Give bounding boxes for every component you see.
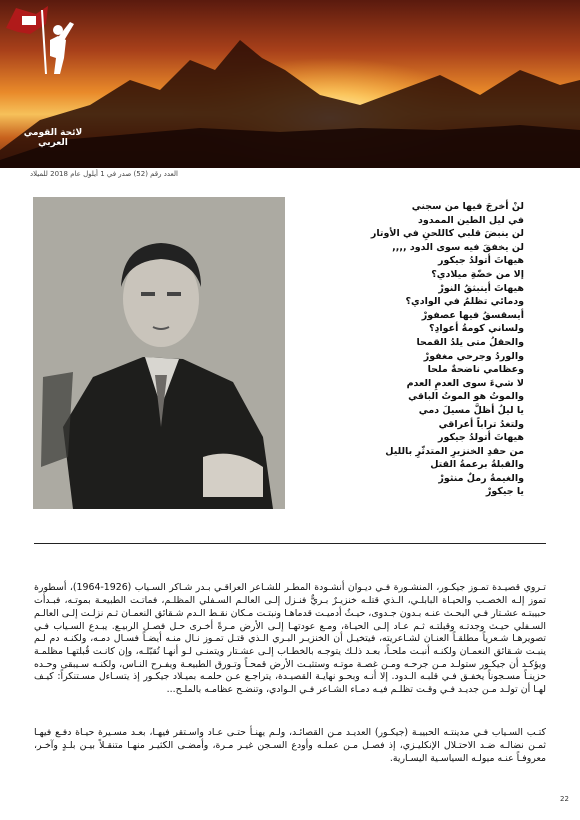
poem-line: هيهاتَ أتولدُ جيكور — [438, 255, 524, 267]
poem — [284, 200, 524, 499]
poet-photo — [33, 197, 285, 509]
poem-line: والموتُ هو الموتُ الباقي — [408, 391, 524, 403]
page-number: 22 — [560, 795, 569, 803]
poem-line: لن ينبضَ قلبي كاللحنِ في الأوتار — [370, 228, 524, 240]
body-paragraph: كتـب السـياب فـي مدينتـه الحبيبـة (جيكـور) العديـد مـن القصائـد، ولـم يهنـأ حتـى عـاد واسـتقر فيهـا، بعـد مسـيرة حيـاة دفـع فيهـا ثمـن نضالـه ضـد الاحتـلال الإنكليـزي، إذ فصـل مـن عملـه وأودع السـجن غيـر مـرة، وأمضـى الكثيـر منهـا متنقـلاً بيـن بلـدٍ وآخـر، معروفـاً عنـه ميولـه السياسـية اليسـارية. — [34, 727, 546, 764]
divider — [34, 543, 546, 544]
poem-line: هيهاتَ أينبثقُ النورْ — [438, 282, 524, 294]
poem-line: إلا من خضّةِ ميلادي؟ — [431, 268, 524, 280]
poem-line: والوردُ وجرحي مغفورْ — [423, 350, 524, 362]
logo-text: لائحة القومي العربي — [23, 128, 83, 148]
poem-line: وعظامي ناضحةٌ ملحا — [427, 364, 524, 376]
poem-line: يا جيكورْ — [485, 486, 524, 498]
poem-line: يا ليلُ أظلَّ مسيلَ دمي — [418, 404, 524, 416]
header-banner — [0, 0, 580, 168]
logo-emblem-icon — [0, 0, 96, 78]
poem-line: ودمائي تظلمُ في الوادي؟ — [405, 296, 524, 308]
poem-line: لا شيءَ سوى العدمِ العدم — [406, 377, 524, 389]
poem-line: لنْ أخرجَ فيها من سجني — [411, 201, 524, 212]
body-paragraph: تـروي قصيـدة تمـوز جيكـور، المنشـورة فـي ديـوان أنشـودة المطـر للشـاعر العراقـي بـدر شـاكر السـياب (1926-1964)، أسطورة تموز إلـه الخصـب والحيـاة البابلـي، الـذي قتلـه خنزيـرٌ بـريٌّ فنـزل إلـى العالـم السـفلي المظلـم، فماتـت الطبيعـة بموتـه، فبـدأت حبيبتـه عشـتار فـي البحـث عنـه بـدون جـدوى، حيـثُ أدميـت قدماهـا ونبتـت مـكان نقـط الـدم شـقائق النعمـان ثـم نزلـت إلـى العالـم السـفلي حيـث وجدتـه وقبلتـه ثـم عـاد إلـى الحيـاة، ومـع عودتهـا إلـى الأرض مـرةً أخـرى حـل فصـل الربيـع. يبـدع السـياب فـي تصويرهـا شـعرياً مطلقـاً العنـان لشـاعريته، فيتخيـل أن الخنزيـر البـري الـذي قتـل تمـوز نـال منـه أيضـاً فسـال دمـه، ولكنـه دم لـم ينبـت شـقائق النعمـان ولكنـه أنبـت ملحـاً، بعـد ذلـك يتوجـه بالخطـاب إلـى عشـتار ويتمنـى لـو أنهـا تُقبّلـه، وإن كانـت قُبلتهـا مظلمـة ويؤكـد أن جيكـور ستولـد مـن جرحـه ومـن غصـة موتـه وستثبـت الأرض قمحـاً وتـورق الطبيعـة ويفـرح النـاس، ولكنـه سـيبقى وحـده حزينـاً مسـجوناً يخفـق فـي قلبـه الـدود. إلا أنـه وبحـو نهايـة القصيـدة، يتراجـع عـن حلمـه بميـلاد جيكـور إذ يتسـاءل مسـتنكراً: كيـف لهـا أن تولـد مـن جديـد فـي وقـت تظلـم فيـه دمـاء الشـاعر فـي الـوادي، وتنضـح عظامـه بالملـح... — [34, 582, 546, 696]
poem-line: ولتغدُ تراباً أعراقي — [438, 418, 524, 430]
poem-line: هيهاتَ أتولدُ جيكور — [438, 432, 524, 444]
poem-line: أيسقسقُ فيها عصفورْ — [421, 309, 524, 321]
poem-line: من حقدِ الخنزيرِ المتدثّرِ بالليل — [385, 445, 524, 457]
poem-line: والقبلةُ برعمةُ القتل — [430, 459, 524, 471]
poem-line: لن يخفقَ فيه سوى الدود ,,,, — [392, 241, 524, 253]
poem-line: والحقلُ متى يلدُ القمحا — [416, 336, 524, 348]
poem-line: في ليل الطين الممدود — [417, 214, 524, 226]
poem-line: ولساني كومةُ أعوادِ؟ — [429, 323, 524, 335]
poem-line: والغيمةُ رملٌ منثورْ — [438, 472, 524, 484]
issue-line: العدد رقم (52) صدر في 1 أيلول عام 2018 للميلاد — [30, 170, 178, 178]
